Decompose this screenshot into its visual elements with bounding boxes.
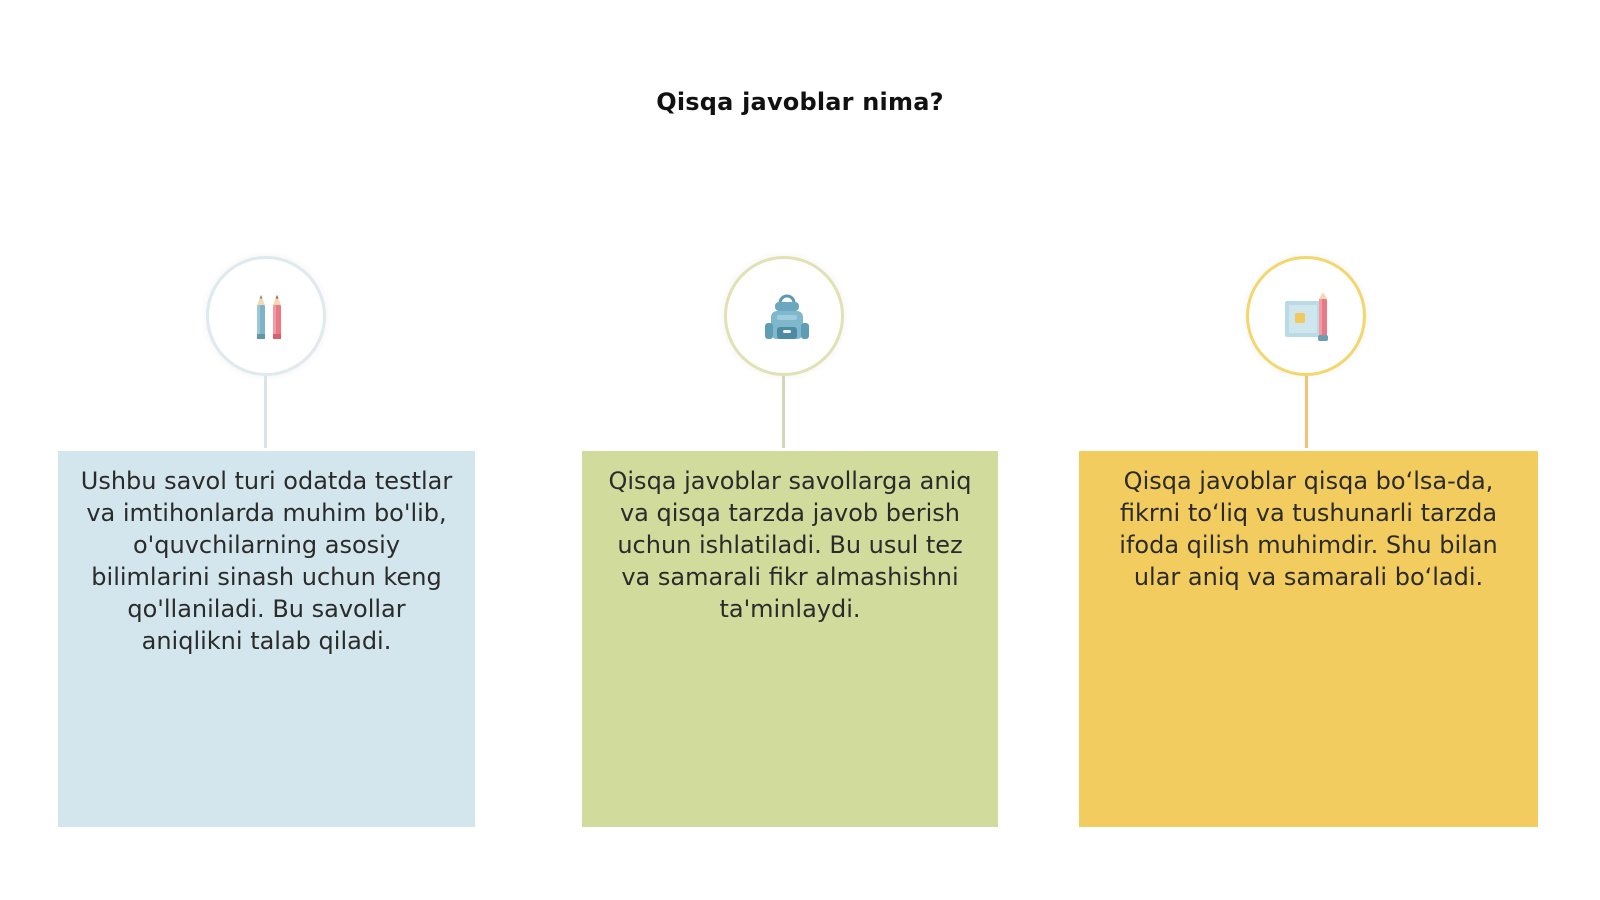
notepad-pencil-icon (1279, 289, 1339, 349)
info-card-3 (1079, 451, 1538, 827)
slide-title: Qisqa javoblar nima? (656, 88, 944, 116)
connector-line-3 (1305, 376, 1308, 448)
connector-line-2 (782, 376, 785, 448)
icon-circle-2 (724, 256, 844, 376)
info-card-3-text: Qisqa javoblar qisqa bo‘lsa-da, fikrni to‘liq va tushunarli tarzda ifoda qilish muhimdir. Shu bilan ular aniq va samarali bo‘ladi. (1119, 467, 1498, 591)
pencils-icon (239, 289, 299, 349)
backpack-icon (757, 289, 817, 349)
icon-circle-1 (206, 256, 326, 376)
info-card-2-text: Qisqa javoblar savollarga aniq va qisqa tarzda javob berish uchun ishlatiladi. Bu usul tez va samarali fikr almashishni ta'minlaydi. (608, 467, 972, 623)
info-card-1-text: Ushbu savol turi odatda testlar va imtihonlarda muhim bo'lib, o'quvchilarning asosiy bilimlarini sinash uchun keng qo'llaniladi. Bu savollar aniqlikni talab qiladi. (80, 467, 453, 655)
connector-line-1 (264, 376, 267, 448)
info-card-2 (582, 451, 998, 827)
icon-circle-3 (1246, 256, 1366, 376)
info-card-1 (58, 451, 475, 827)
